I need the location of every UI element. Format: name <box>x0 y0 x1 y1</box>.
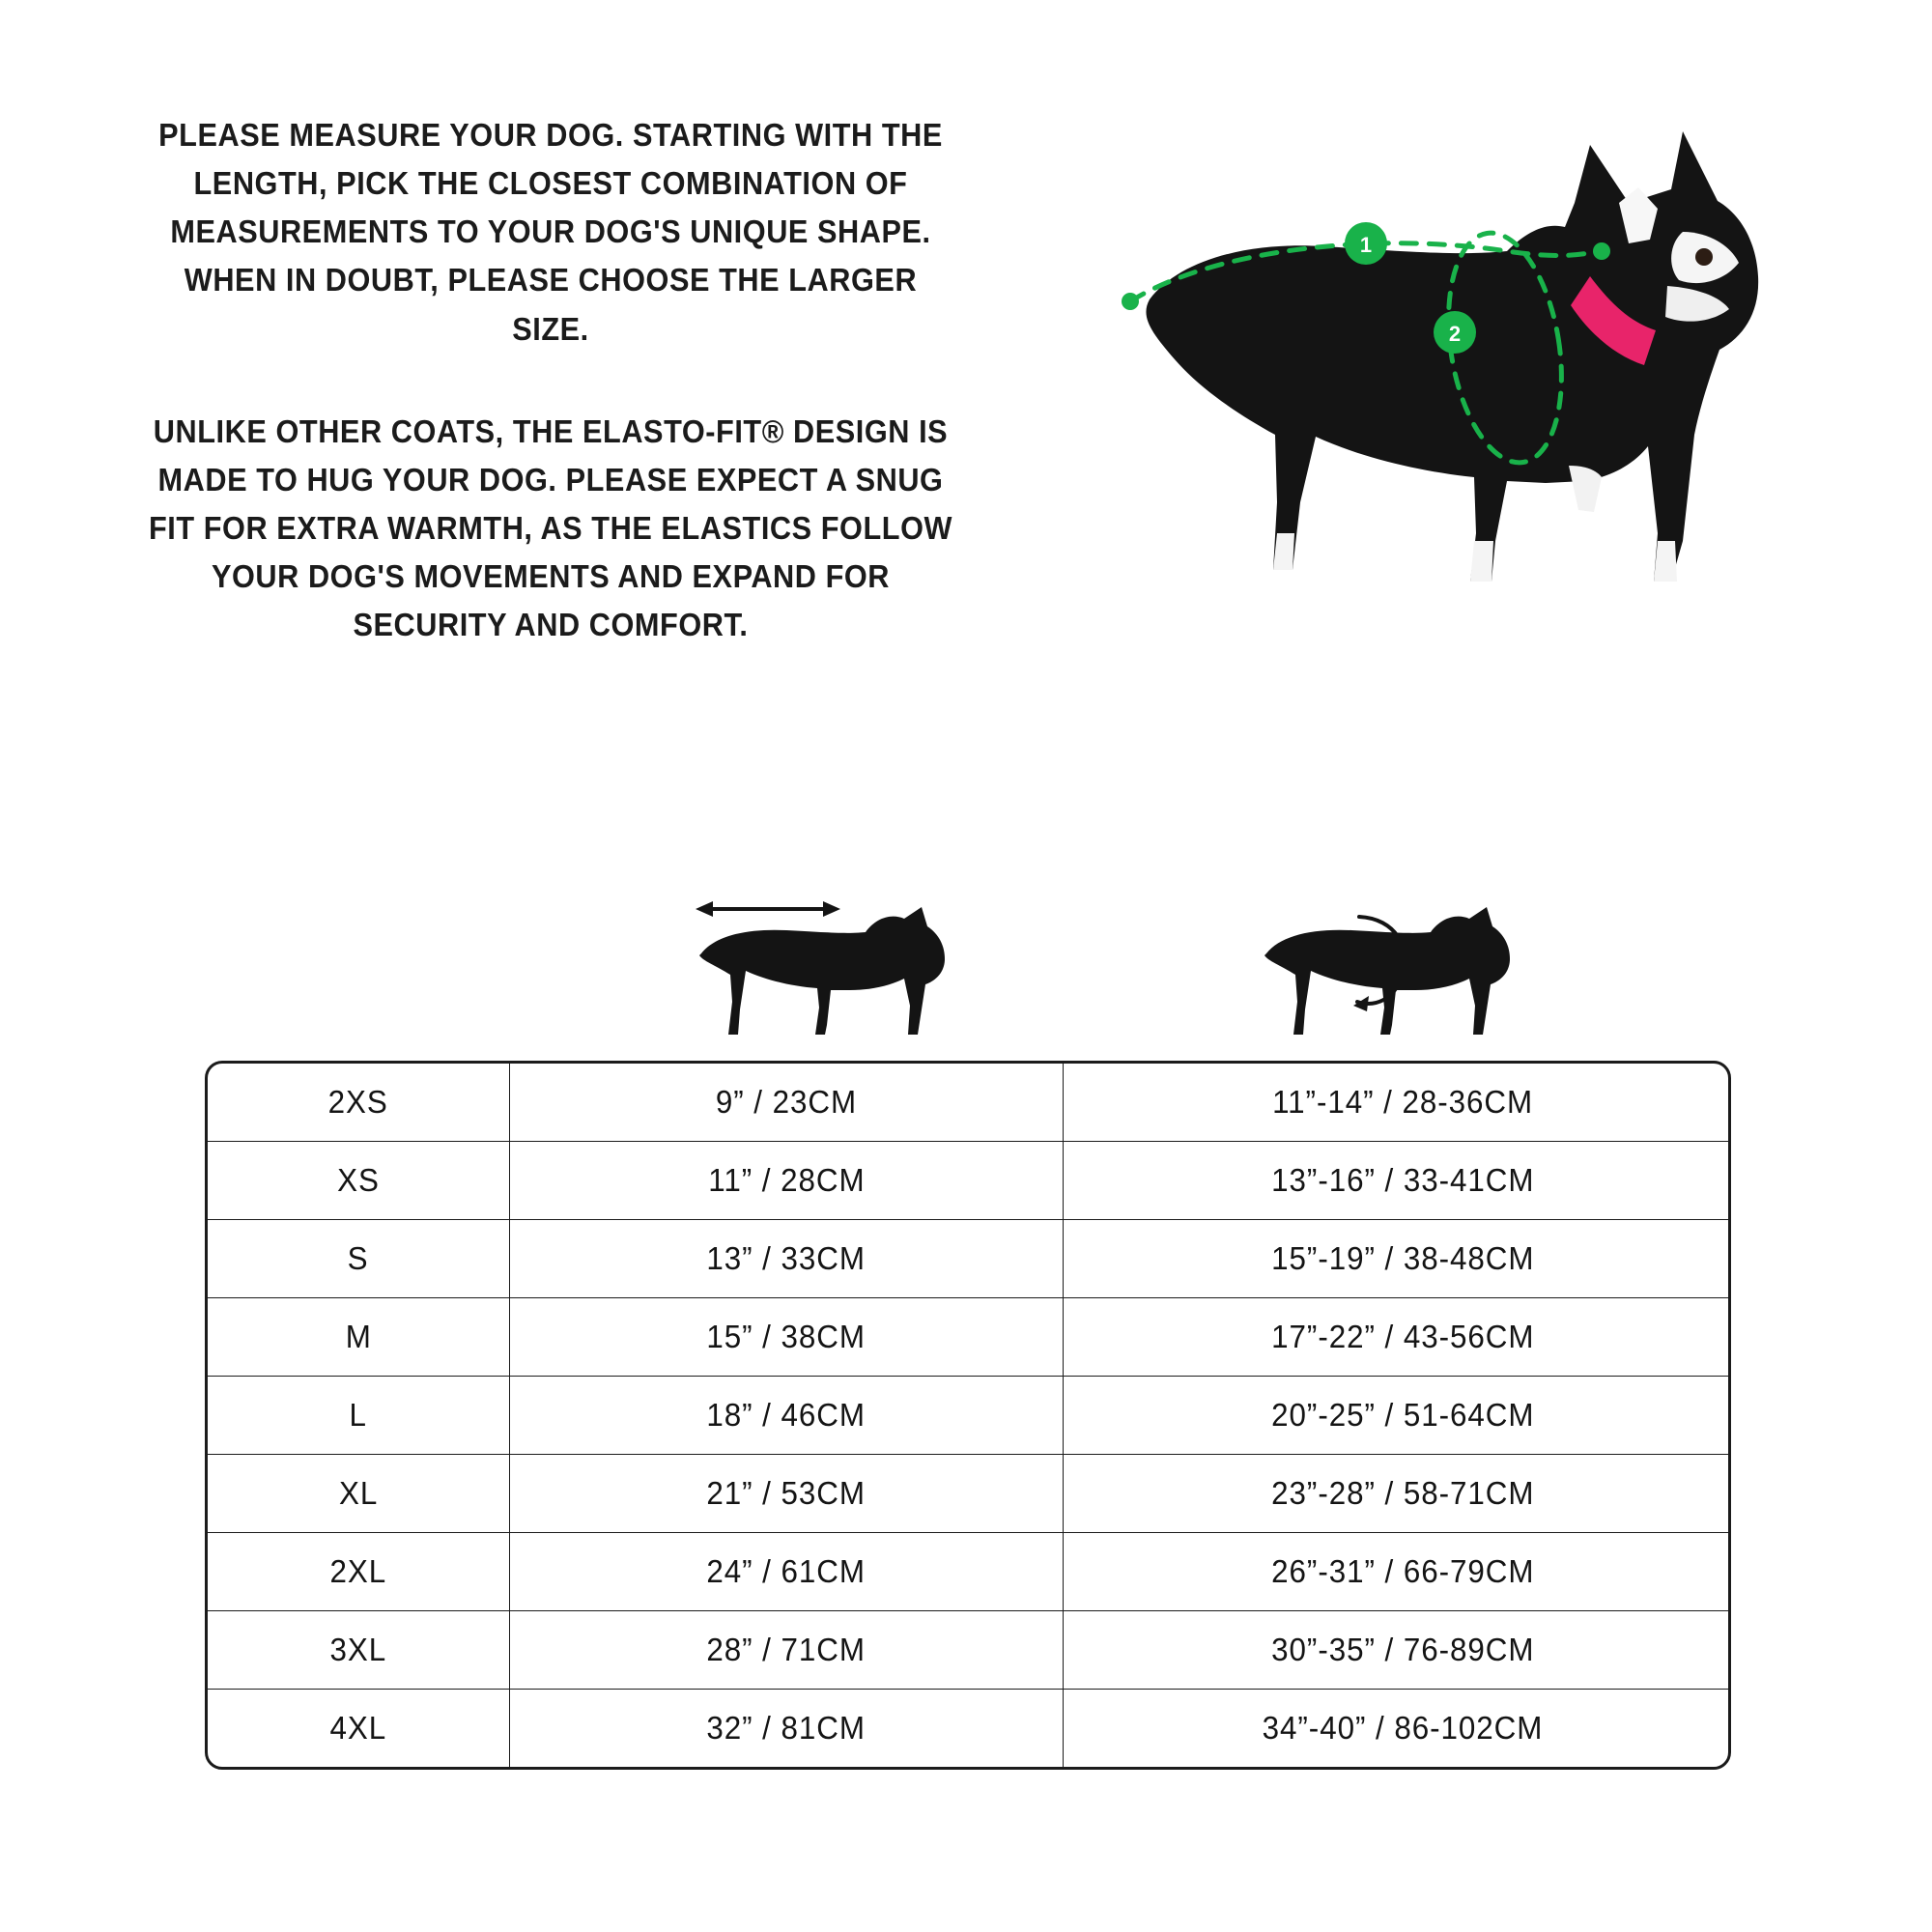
size-cell: 4XL <box>208 1690 510 1768</box>
size-cell: 3XL <box>208 1611 510 1690</box>
marker-1-label: 1 <box>1359 233 1373 257</box>
table-row <box>208 1377 1731 1455</box>
girth-cell: 20”-25” / 51-64CM <box>1064 1377 1732 1455</box>
size-cell: L <box>208 1377 510 1455</box>
length-endpoint-left <box>1122 293 1139 310</box>
girth-cell: 15”-19” / 38-48CM <box>1064 1220 1732 1298</box>
length-endpoint-right <box>1593 242 1610 260</box>
length-cell: 9” / 23CM <box>510 1064 1064 1142</box>
dog-length-icon <box>686 894 976 1048</box>
dog-measurement-diagram <box>1092 87 1864 744</box>
size-cell: XL <box>208 1455 510 1533</box>
length-cell: 32” / 81CM <box>510 1690 1064 1768</box>
girth-cell: 17”-22” / 43-56CM <box>1064 1298 1732 1377</box>
length-cell: 13” / 33CM <box>510 1220 1064 1298</box>
size-cell: S <box>208 1220 510 1298</box>
length-cell: 18” / 46CM <box>510 1377 1064 1455</box>
girth-cell: 23”-28” / 58-71CM <box>1064 1455 1732 1533</box>
length-cell: 21” / 53CM <box>510 1455 1064 1533</box>
girth-column-icon-cell <box>1251 894 1541 1048</box>
length-cell: 15” / 38CM <box>510 1298 1064 1377</box>
size-cell: XS <box>208 1142 510 1220</box>
table-row <box>208 1220 1731 1298</box>
intro-text-block <box>116 111 985 650</box>
length-column-icon-cell <box>686 894 976 1048</box>
table-row <box>208 1142 1731 1220</box>
size-chart-table <box>205 1061 1731 1770</box>
table-row <box>208 1455 1731 1533</box>
length-cell: 11” / 28CM <box>510 1142 1064 1220</box>
marker-2-label: 2 <box>1448 322 1462 346</box>
size-cell: 2XL <box>208 1533 510 1611</box>
table-row <box>208 1298 1731 1377</box>
table-row <box>208 1533 1731 1611</box>
length-cell: 24” / 61CM <box>510 1533 1064 1611</box>
girth-cell: 26”-31” / 66-79CM <box>1064 1533 1732 1611</box>
girth-cell: 30”-35” / 76-89CM <box>1064 1611 1732 1690</box>
size-cell: 2XS <box>208 1064 510 1142</box>
size-cell: M <box>208 1298 510 1377</box>
column-icons-row <box>203 894 1739 1048</box>
girth-cell: 13”-16” / 33-41CM <box>1064 1142 1732 1220</box>
girth-cell: 11”-14” / 28-36CM <box>1064 1064 1732 1142</box>
table-row <box>208 1690 1731 1768</box>
length-cell: 28” / 71CM <box>510 1611 1064 1690</box>
dog-girth-icon <box>1251 894 1541 1048</box>
table-row <box>208 1611 1731 1690</box>
intro-paragraph-2: UNLIKE OTHER COATS, THE ELASTO-FIT® DESIGN IS MADE TO HUG YOUR DOG. PLEASE EXPECT A SNUG FIT FOR EXTRA WARMTH, AS THE ELASTICS FOLLOW YOUR DOG'S MOVEMENTS AND EXPAND FOR SECURITY AND COMFORT. <box>148 412 953 643</box>
intro-paragraph-1: PLEASE MEASURE YOUR DOG. STARTING WITH THE LENGTH, PICK THE CLOSEST COMBINATION OF MEASUREMENTS TO YOUR DOG'S UNIQUE SHAPE. WHEN IN DOUBT, PLEASE CHOOSE THE LARGER SIZE. <box>158 117 943 347</box>
table-row <box>208 1064 1731 1142</box>
girth-cell: 34”-40” / 86-102CM <box>1064 1690 1732 1768</box>
